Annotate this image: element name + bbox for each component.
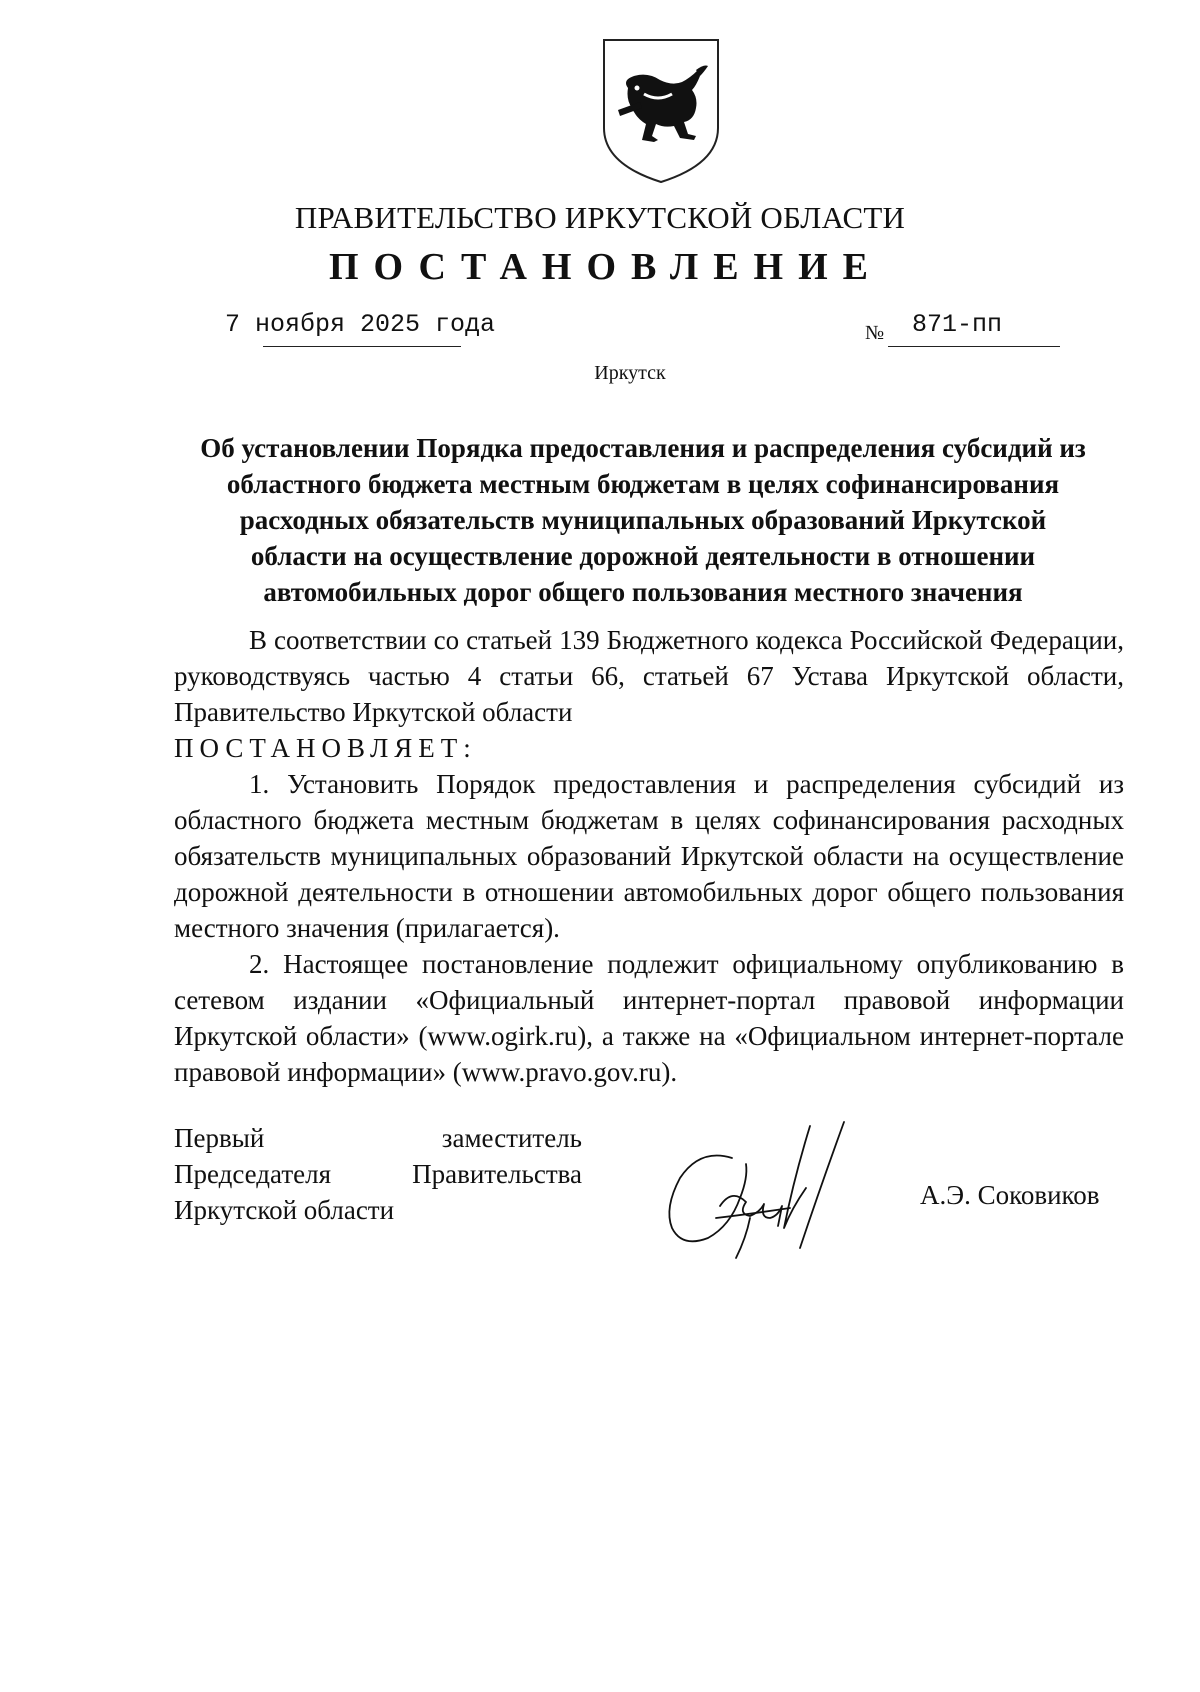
position-line: Первый заместитель	[174, 1123, 582, 1153]
document-date: 7 ноября 2025 года	[225, 310, 496, 339]
clause-2-paragraph: 2. Настоящее постановление подлежит официальному опубликованию в сетевом издании «Официальный интернет-портал правовой информации Иркутской области» (www.ogirk.ru), а также на «Официальном интернет-портале правовой информации» (www.pravo.gov.ru).	[174, 949, 1124, 1087]
handwritten-signature	[660, 1118, 890, 1268]
document-title	[168, 430, 1118, 610]
organization-name: ПРАВИТЕЛЬСТВО ИРКУТСКОЙ ОБЛАСТИ	[294, 200, 906, 235]
number-sign: №	[865, 322, 885, 344]
resolve-word: ПОСТАНОВЛЯЕТ:	[174, 733, 477, 763]
signatory-position	[174, 1120, 582, 1228]
clause-1-paragraph: 1. Установить Порядок предоставления и распределения субсидий из областного бюджета местным бюджетам в целях софинансирования расходных обязательств муниципальных образований Иркутской области на осуществление дорожной деятельности в отношении автомобильных дорог общего пользования местного значения (прилагается).	[174, 769, 1124, 943]
signatory-name: А.Э. Соковиков	[920, 1180, 1100, 1210]
title-line: области на осуществление дорожной деятельности в отношении	[250, 541, 1036, 571]
document-body	[174, 622, 1124, 1090]
document-type: ПОСТАНОВЛЕНИЕ	[328, 246, 884, 288]
position-line: Иркутской области	[174, 1195, 395, 1225]
preamble-paragraph: В соответствии со статьей 139 Бюджетного кодекса Российской Федерации, руководствуясь частью 4 статьи 66, статьей 67 Устава Иркутской области, Правительство Иркутской области	[174, 625, 1124, 727]
document-number: 871-пп	[912, 310, 1003, 339]
date-underline	[263, 346, 461, 347]
title-line: расходных обязательств муниципальных образований Иркутской	[239, 505, 1047, 535]
issue-city: Иркутск	[594, 362, 666, 384]
number-underline	[888, 346, 1060, 347]
coat-of-arms-emblem	[600, 36, 722, 186]
title-line: автомобильных дорог общего пользования местного значения	[263, 577, 1023, 607]
position-line: Председателя Правительства	[174, 1159, 582, 1189]
title-line: Об установлении Порядка предоставления и распределения субсидий из	[200, 433, 1086, 463]
title-line: областного бюджета местным бюджетам в целях софинансирования	[226, 469, 1060, 499]
